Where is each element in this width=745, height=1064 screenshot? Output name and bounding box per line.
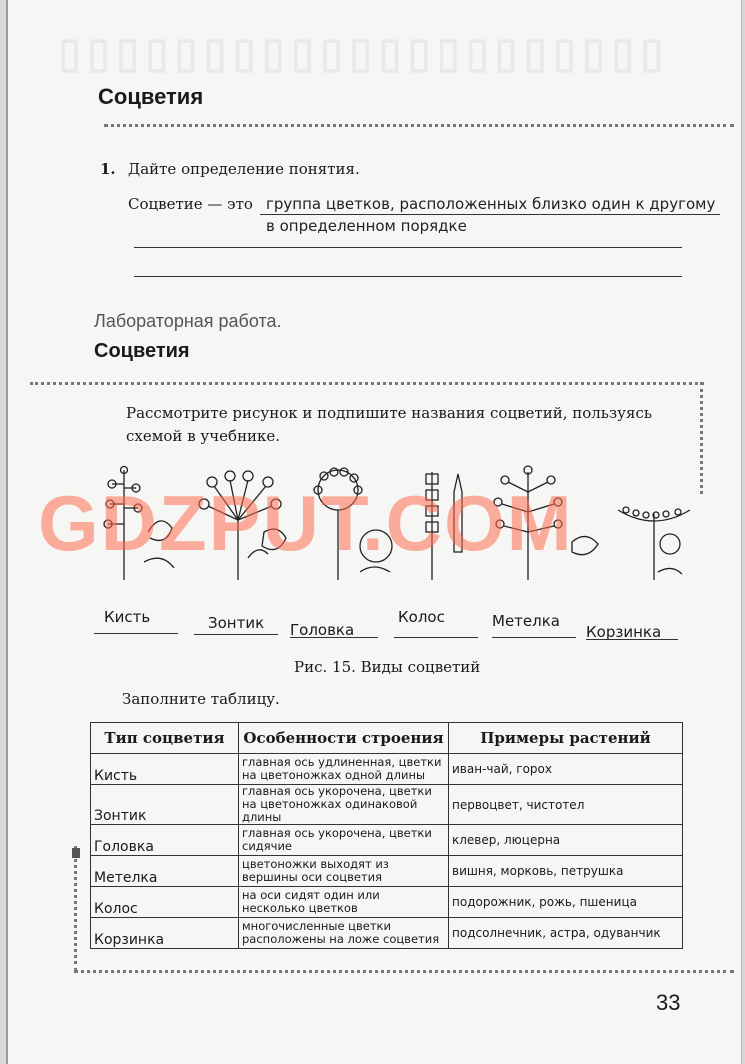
page-number: 33 [656, 990, 681, 1015]
table-prompt: Заполните таблицу. [122, 690, 280, 708]
table-row [91, 918, 683, 949]
answer-capitulum: Головка [290, 621, 355, 639]
lab-title: Соцветия [94, 340, 190, 362]
cell-structure: главная ось укорочена, цветки на цветоножках одинаковой длины [239, 785, 449, 825]
answer-umbel: Зонтик [208, 614, 265, 632]
dotted-divider [104, 124, 734, 127]
margin-marker-icon [72, 848, 80, 858]
cell-type: Колос [91, 887, 239, 918]
answer-rule-2 [134, 247, 682, 248]
section-title: Соцветия [98, 84, 204, 109]
answer-rule-raceme [94, 633, 178, 634]
cell-examples: вишня, морковь, петрушка [449, 856, 683, 887]
header-examples: Примеры растений [449, 723, 683, 754]
header-structure: Особенности строения [239, 723, 449, 754]
definition-answer-line-2: в определенном порядке [266, 217, 467, 235]
answer-rule-capitulum [290, 637, 378, 638]
bleed-through-text: ▯▯▯▯▯▯▯▯▯▯▯▯▯▯▯▯▯▯▯▯▯ [58, 29, 670, 74]
cell-structure: главная ось укорочена, цветки сидячие [239, 825, 449, 856]
answer-rule-spike [394, 637, 478, 638]
definition-answer-line-1: группа цветков, расположенных близко один к другому [266, 195, 716, 213]
definition-term: Соцветие — это [128, 195, 253, 213]
cell-examples: подорожник, рожь, пшеница [449, 887, 683, 918]
answer-rule-basket [586, 639, 678, 640]
lab-label: Лабораторная работа. [94, 311, 282, 331]
answer-rule-panicle [492, 637, 576, 638]
cell-type: Зонтик [91, 785, 239, 825]
cell-structure: главная ось удлиненная, цветки на цветоножках одной длины [239, 754, 449, 785]
workbook-page [6, 0, 742, 1064]
answer-rule-3 [134, 276, 682, 277]
cell-examples: клевер, люцерна [449, 825, 683, 856]
inflorescence-table [90, 722, 683, 949]
figure-caption: Рис. 15. Виды соцветий [294, 658, 481, 676]
table-header-row [91, 723, 683, 754]
table-row [91, 754, 683, 785]
cell-structure: цветоножки выходят из вершины оси соцветия [239, 856, 449, 887]
answer-raceme: Кисть [104, 608, 151, 626]
answer-basket: Корзинка [586, 623, 662, 641]
lab-dotted-left [74, 846, 77, 972]
cell-type: Кисть [91, 754, 239, 785]
cell-examples: подсолнечник, астра, одуванчик [449, 918, 683, 949]
task-prompt: Дайте определение понятия. [128, 160, 360, 178]
table-row [91, 825, 683, 856]
basket-drawing [618, 507, 690, 580]
watermark: GDZPUT.COM [38, 479, 574, 567]
table-row [91, 785, 683, 825]
answer-rule-umbel [194, 634, 278, 635]
cell-type: Метелка [91, 856, 239, 887]
answer-spike: Колос [398, 608, 445, 626]
table-row [91, 887, 683, 918]
answer-rule-1 [260, 214, 720, 215]
cell-type: Корзинка [91, 918, 239, 949]
cell-examples: первоцвет, чистотел [449, 785, 683, 825]
task-number: 1. [100, 160, 116, 178]
lab-dotted-bottom [74, 970, 734, 973]
lab-dotted-top [30, 382, 704, 385]
cell-examples: иван-чай, горох [449, 754, 683, 785]
answer-panicle: Метелка [492, 612, 560, 630]
header-type: Тип соцветия [91, 723, 239, 754]
cell-structure: многочисленные цветки расположены на ложе соцветия [239, 918, 449, 949]
table-row [91, 856, 683, 887]
cell-structure: на оси сидят один или несколько цветков [239, 887, 449, 918]
cell-type: Головка [91, 825, 239, 856]
lab-instruction: Рассмотрите рисунок и подпишите названия соцветий, пользуясь схемой в учебнике. [126, 404, 653, 445]
